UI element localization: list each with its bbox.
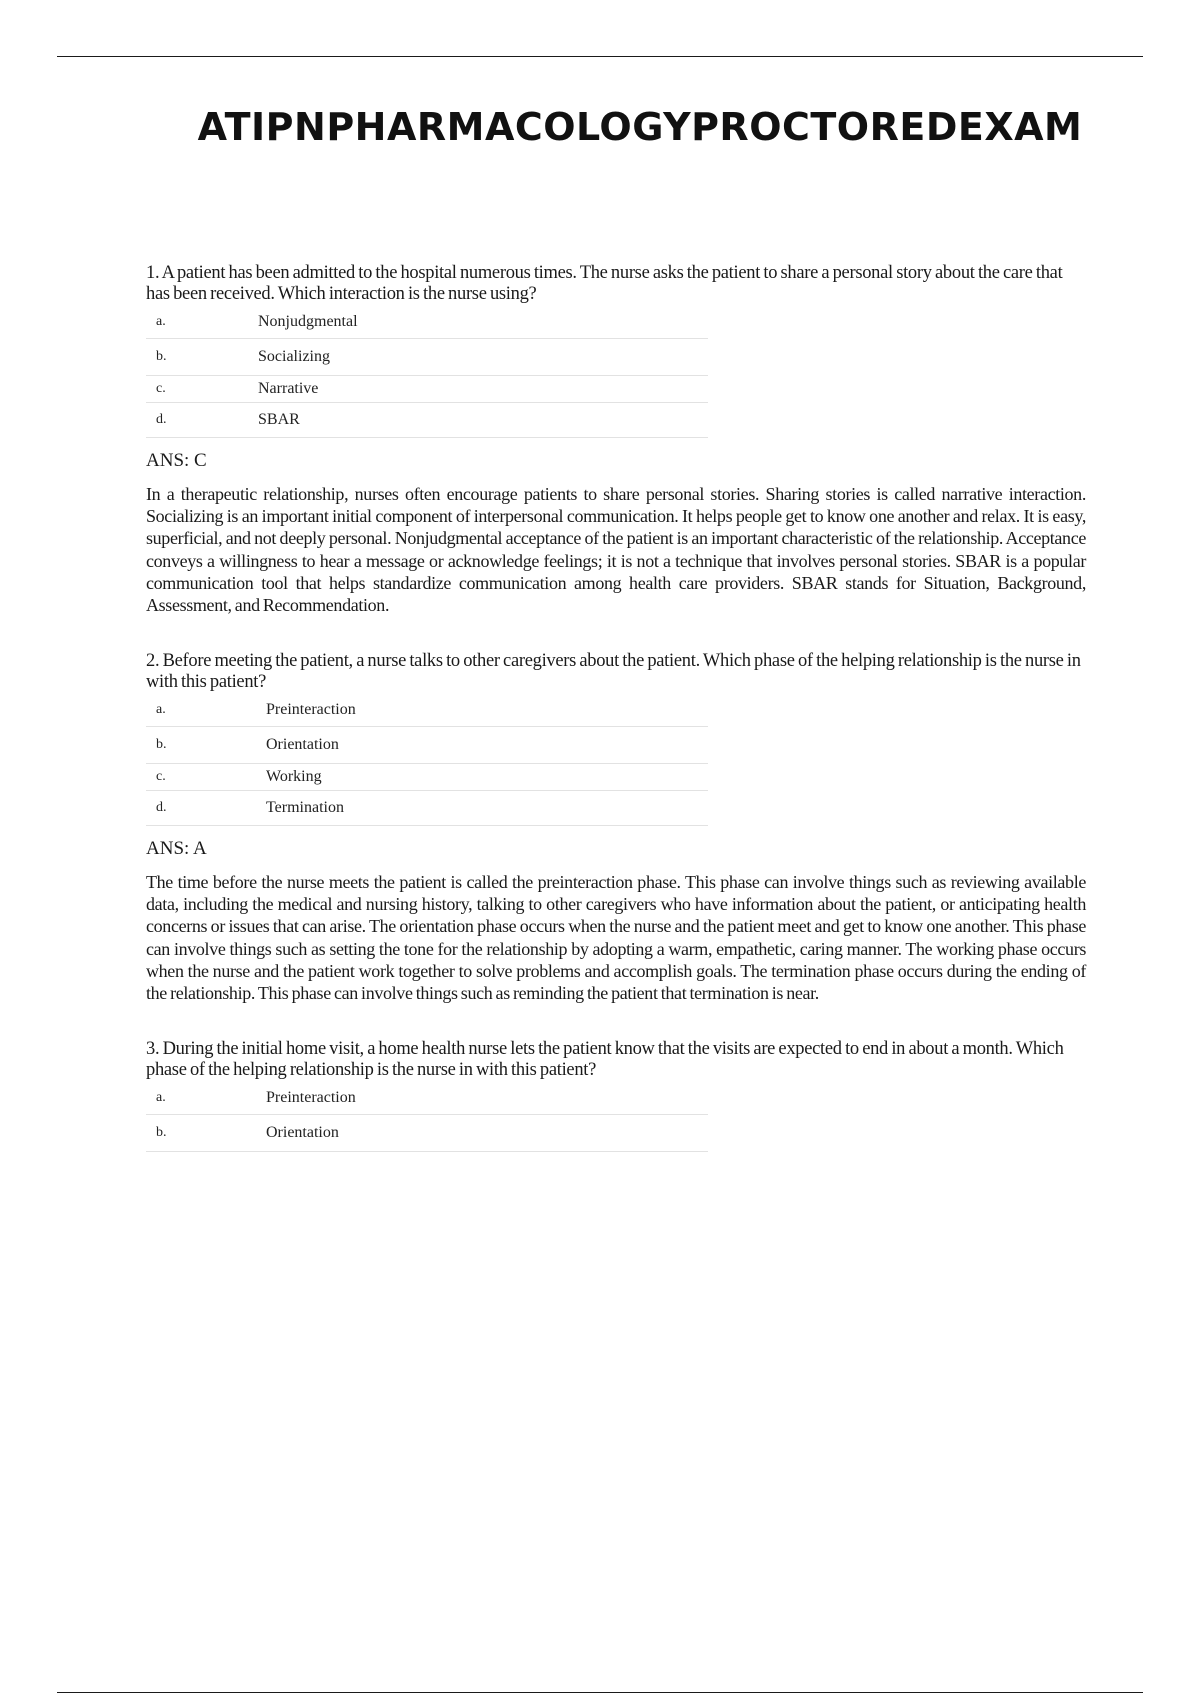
option-text: Preinteraction <box>266 700 356 718</box>
option-letter: a. <box>156 1089 166 1105</box>
question-2-rationale: The time before the nurse meets the patient is called the preinteraction phase. This phase can involve things such as reviewing available data, including the medical and nursing history, talking to other caregivers who have information about the patient, or anticipating health concerns or issues that can arise. The orientation phase occurs when the nurse and the patient meet and get to know one another. This phase can involve things such as setting the tone for the relationship by adopting a warm, empathetic, caring manner. The working phase occurs when the nurse and the patient work together to solve problems and accomplish goals. The termination phase occurs during the ending of the relationship. This phase can involve things such as reminding the patient that termination is near. <box>146 872 1086 1004</box>
option-row <box>146 305 708 339</box>
question-1-answer: ANS: C <box>146 450 207 471</box>
option-text: Termination <box>266 799 344 816</box>
option-row <box>146 339 708 376</box>
question-1-stem: 1. A patient has been admitted to the hospital numerous times. The nurse asks the patient to share a personal story about the care that has been received. Which interaction is the nurse using? <box>146 263 1063 304</box>
option-row <box>146 693 708 727</box>
option-letter: b. <box>156 737 167 752</box>
question-3-stem: 3. During the initial home visit, a home health nurse lets the patient know that the visits are expected to end in about a month. Which phase of the helping relationship is the nurse in with this patient? <box>146 1039 1064 1080</box>
option-letter: b. <box>156 1125 167 1140</box>
option-row <box>146 791 708 826</box>
option-letter: a. <box>156 313 166 329</box>
option-letter: c. <box>156 381 166 396</box>
option-text: Narrative <box>258 380 319 397</box>
option-letter: d. <box>156 800 167 815</box>
option-row <box>146 403 708 438</box>
option-row <box>146 1081 708 1115</box>
option-text: Working <box>266 768 322 785</box>
option-letter: c. <box>156 769 166 784</box>
question-1-rationale: In a therapeutic relationship, nurses often encourage patients to share personal stories. Sharing stories is called narrative interaction. Socializing is an important initial component of interpersonal communication. It helps people get to know one another and relax. It is easy, superficial, and not deeply personal. Nonjudgmental acceptance of the patient is an important characteristic of the relationship. Acceptance conveys a willingness to hear a message or acknowledge feelings; it is not a technique that involves personal stories. SBAR is a popular communication tool that helps standardize communication among health care providers. SBAR stands for Situation, Background, Assessment, and Recommendation. <box>146 484 1086 616</box>
option-letter: b. <box>156 349 167 364</box>
option-letter: d. <box>156 412 167 427</box>
option-row <box>146 764 708 791</box>
bottom-rule <box>57 1692 1143 1693</box>
option-text: Socializing <box>258 348 330 365</box>
option-text: SBAR <box>258 411 300 428</box>
option-row <box>146 727 708 764</box>
question-2-answer: ANS: A <box>146 838 207 859</box>
question-2-stem: 2. Before meeting the patient, a nurse talks to other caregivers about the patient. Which phase of the helping relationship is the nurse in with this patient? <box>146 651 1081 692</box>
option-text: Preinteraction <box>266 1088 356 1106</box>
document-title: ATIPNPHARMACOLOGYPROCTOREDEXAM <box>197 105 1083 149</box>
question-2-options <box>146 693 708 826</box>
option-text: Orientation <box>266 1124 339 1141</box>
option-text: Nonjudgmental <box>258 312 358 330</box>
question-3-options <box>146 1081 708 1152</box>
option-row <box>146 376 708 403</box>
question-1-options <box>146 305 708 438</box>
option-row <box>146 1115 708 1152</box>
option-text: Orientation <box>266 736 339 753</box>
top-rule <box>57 56 1143 57</box>
option-letter: a. <box>156 701 166 717</box>
